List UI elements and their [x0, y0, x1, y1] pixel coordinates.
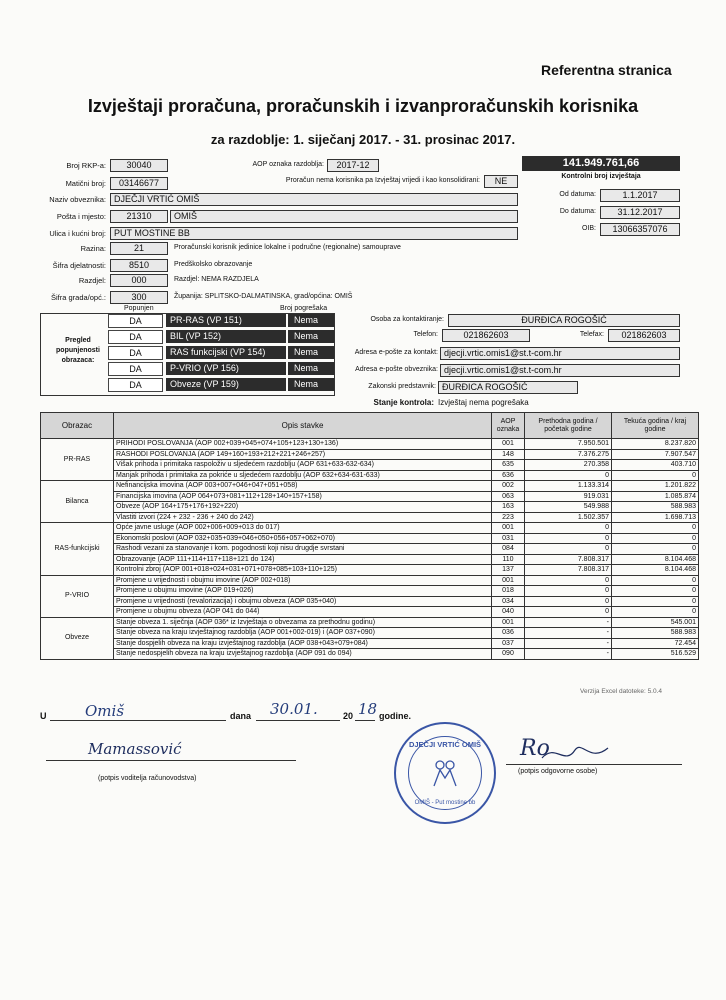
popunjenost-label: Pregled popunjenosti obrazaca: [56, 337, 100, 364]
row-prev: 0 [525, 470, 612, 481]
row-desc: Rashodi vezani za stanovanje i kom. pogodnosti koji nisu drugdje svrstani [114, 544, 492, 555]
obrazac-name: RAS funkcijski (VP 154) [166, 346, 286, 359]
row-desc: Promjene u vrijednosti (revalorizacija) i obujmu obveza (AOP 035+040) [114, 596, 492, 607]
row-desc: Stanje obveza 1. siječnja (AOP 036* iz Izvještaja o obvezama za prethodnu godinu) [114, 617, 492, 628]
row-prev: 0 [525, 586, 612, 597]
row-aop: 018 [492, 586, 525, 597]
row-prev: 0 [525, 544, 612, 555]
razdjel-desc: Razdjel: NEMA RAZDJELA [174, 276, 259, 283]
year-prefix: 20 [343, 711, 354, 721]
row-aop: 002 [492, 481, 525, 492]
sifra-field[interactable]: 8510 [110, 259, 168, 272]
row-cur: 8.104.468 [612, 554, 699, 565]
row-desc: Vlastiti izvori (224 + 232 - 236 + 240 do 242) [114, 512, 492, 523]
popunjen-cell: DA [108, 314, 163, 328]
row-desc: Ekonomski poslovi (AOP 032+035+039+046+050+056+057+062+070) [114, 533, 492, 544]
razina-field[interactable]: 21 [110, 242, 168, 255]
row-aop: 110 [492, 554, 525, 565]
col-aop: AOP oznaka [492, 413, 525, 439]
section-label: PR-RAS [41, 439, 114, 481]
greske-cell: Nema [288, 378, 334, 391]
row-cur: 0 [612, 586, 699, 597]
row-prev: 919.031 [525, 491, 612, 502]
stanje-value: Izvještaj nema pogrešaka [438, 398, 529, 407]
popunjen-cell: DA [108, 378, 163, 392]
stamp-bottom-text: OMIŠ - Put mostine bb [414, 800, 476, 806]
greske-cell: Nema [288, 314, 334, 327]
sifra-desc: Predškolsko obrazovanje [174, 261, 253, 268]
row-prev: - [525, 638, 612, 649]
greske-cell: Nema [288, 330, 334, 343]
col-tekuca: Tekuća godina / kraj godine [612, 413, 699, 439]
obrazac-name: BIL (VP 152) [166, 330, 286, 343]
row-cur: 0 [612, 596, 699, 607]
sifra-label: Šifra djelatnosti: [52, 261, 106, 270]
col-obrazac: Obrazac [41, 413, 114, 439]
kontrolni-broj: 141.949.761,66 [522, 156, 680, 171]
row-prev: 0 [525, 575, 612, 586]
signature-line-director [506, 764, 682, 765]
aop-field[interactable]: 2017-12 [327, 159, 379, 172]
row-prev: 7.808.317 [525, 554, 612, 565]
ulica-field[interactable]: PUT MOSTINE BB [110, 227, 518, 240]
aop-label: AOP oznaka razdoblja: [252, 161, 324, 168]
row-aop: 137 [492, 565, 525, 576]
row-aop: 636 [492, 470, 525, 481]
place-line [50, 704, 226, 721]
row-aop: 084 [492, 544, 525, 555]
row-aop: 037 [492, 638, 525, 649]
date-handwritten: 30.01. [270, 700, 318, 718]
obrazac-name: PR-RAS (VP 151) [166, 314, 286, 327]
report-period: za razdoblje: 1. siječanj 2017. - 31. prosinac 2017. [210, 132, 516, 147]
year-handwritten: 18 [358, 700, 378, 718]
posta-field[interactable]: 21310 [110, 210, 168, 223]
signature-director-caption: (potpis odgovorne osobe) [518, 768, 598, 775]
mb-field[interactable]: 03146677 [110, 177, 168, 190]
row-cur: 0 [612, 544, 699, 555]
row-desc: Stanje dospjelih obveza na kraju izvještajnog razdoblja (AOP 038+043+079+084) [114, 638, 492, 649]
section-label: RAS-funkcijski [41, 523, 114, 576]
naziv-label: Naziv obveznika: [49, 195, 106, 204]
popunjen-cell: DA [108, 362, 163, 376]
row-cur: 8.104.468 [612, 565, 699, 576]
osoba-field[interactable]: ĐURĐICA ROGOŠIĆ [448, 314, 680, 327]
row-cur: 8.237.820 [612, 439, 699, 450]
posta-label: Pošta i mjesto: [56, 212, 106, 221]
place-handwritten: Omiš [85, 702, 125, 720]
row-prev: 0 [525, 596, 612, 607]
row-desc: Nefinancijska imovina (AOP 003+007+046+047+051+058) [114, 481, 492, 492]
row-cur: 516.529 [612, 649, 699, 660]
godine-label: godine. [379, 711, 411, 721]
row-desc: Financijska imovina (AOP 064+073+081+112+128+140+157+158) [114, 491, 492, 502]
email-obveznik-label: Adresa e-pošte obveznika: [355, 366, 438, 373]
row-desc: Kontrolni zbroj (AOP 001+018+024+031+071+078+085+103+110+125) [114, 565, 492, 576]
data-table [40, 412, 699, 660]
row-prev: 1.502.357 [525, 512, 612, 523]
row-prev: 7.808.317 [525, 565, 612, 576]
mb-label: Matični broj: [65, 179, 106, 188]
row-desc: Manjak prihoda i primitaka za pokriće u sljedećem razdoblju (AOP 632+634-631-633) [114, 470, 492, 481]
row-cur: 588.983 [612, 502, 699, 513]
row-aop: 031 [492, 533, 525, 544]
row-prev: 270.358 [525, 460, 612, 471]
stamp [394, 722, 496, 824]
osoba-label: Osoba za kontaktiranje: [370, 316, 444, 323]
razina-label: Razina: [80, 244, 106, 253]
row-cur: 0 [612, 470, 699, 481]
row-prev: - [525, 649, 612, 660]
row-cur: 0 [612, 523, 699, 534]
row-cur: 7.907.547 [612, 449, 699, 460]
rkp-label: Broj RKP-a: [66, 161, 106, 170]
report-title: Izvještaji proračuna, proračunskih i izvanproračunskih korisnika [87, 96, 639, 116]
u-label: U [40, 711, 47, 721]
row-desc: Promjene u obujmu imovine (AOP 019+026) [114, 586, 492, 597]
signature-accountant-caption: (potpis voditelja računovodstva) [98, 775, 197, 782]
stamp-top-text: DJEČJI VRTIĆ OMIŠ [408, 740, 482, 749]
razdjel-field[interactable]: 000 [110, 274, 168, 287]
row-aop: 063 [492, 491, 525, 502]
zakonski-field[interactable]: ĐURĐICA ROGOŠIĆ [438, 381, 578, 394]
greske-cell: Nema [288, 362, 334, 375]
mjesto-field[interactable]: OMIŠ [170, 210, 518, 223]
row-cur: 545.001 [612, 617, 699, 628]
row-cur: 0 [612, 575, 699, 586]
greske-cell: Nema [288, 346, 334, 359]
konsol-field[interactable]: NE [484, 175, 518, 188]
row-desc: RASHODI POSLOVANJA (AOP 149+160+193+212+221+246+257) [114, 449, 492, 460]
grad-field[interactable]: 300 [110, 291, 168, 304]
telefax-label: Telefax: [579, 331, 604, 338]
konsol-label: Proračun nema korisnika pa Izvještaj vrijedi i kao konsolidirani: [285, 177, 480, 184]
oib-label: OIB: [581, 225, 596, 232]
greske-header: Broj pogrešaka [280, 305, 328, 312]
row-aop: 001 [492, 617, 525, 628]
row-desc: Višak prihoda i primitaka raspoloživ u sljedećem razdoblju (AOP 631+633-632-634) [114, 460, 492, 471]
row-desc: Stanje obveza na kraju izvještajnog razdoblja (AOP 001+002-019) i (AOP 037+090) [114, 628, 492, 639]
row-aop: 635 [492, 460, 525, 471]
row-cur: 0 [612, 533, 699, 544]
section-label: P-VRIO [41, 575, 114, 617]
signature-director: Ro [520, 736, 550, 761]
do-label: Do datuma: [559, 208, 596, 215]
row-aop: 148 [492, 449, 525, 460]
row-prev: 0 [525, 523, 612, 534]
stamp-emblem-icon [430, 756, 460, 788]
row-desc: Obrazovanje (AOP 111+114+117+118+121 do 124) [114, 554, 492, 565]
rkp-field[interactable]: 30040 [110, 159, 168, 172]
email-field[interactable]: djecji.vrtic.omis1@st.t-com.hr [440, 347, 680, 360]
row-aop: 034 [492, 596, 525, 607]
row-prev: 549.988 [525, 502, 612, 513]
row-prev: - [525, 617, 612, 628]
obrazac-name: Obveze (VP 159) [166, 378, 286, 391]
row-aop: 036 [492, 628, 525, 639]
zakonski-label: Zakonski predstavnik: [368, 383, 436, 390]
stanje-label: Stanje kontrola: [373, 398, 434, 407]
row-aop: 001 [492, 439, 525, 450]
grad-desc: Županija: SPLITSKO-DALMATINSKA, grad/općina: OMIŠ [174, 293, 353, 300]
razina-desc: Proračunski korisnik jedinice lokalne i područne (regionalne) samouprave [174, 244, 401, 251]
ulica-label: Ulica i kućni broj: [49, 229, 106, 238]
row-cur: 1.201.822 [612, 481, 699, 492]
row-cur: 588.983 [612, 628, 699, 639]
row-cur: 1.698.713 [612, 512, 699, 523]
row-aop: 040 [492, 607, 525, 618]
telefax-field[interactable]: 021862603 [608, 329, 680, 342]
do-field[interactable]: 31.12.2017 [600, 206, 680, 219]
row-prev: - [525, 628, 612, 639]
telefon-label: Telefon: [413, 331, 438, 338]
od-field[interactable]: 1.1.2017 [600, 189, 680, 202]
row-desc: Promjene u vrijednosti i obujmu imovine (AOP 002+018) [114, 575, 492, 586]
dana-label: dana [230, 711, 252, 721]
razdjel-label: Razdjel: [78, 276, 106, 285]
row-desc: PRIHODI POSLOVANJA (AOP 002+039+045+074+105+123+130+136) [114, 439, 492, 450]
email-obveznik-field[interactable]: djecji.vrtic.omis1@st.t-com.hr [440, 364, 680, 377]
oib-field[interactable]: 13066357076 [600, 223, 680, 236]
col-opis: Opis stavke [114, 413, 492, 439]
popunjen-cell: DA [108, 346, 163, 360]
row-cur: 0 [612, 607, 699, 618]
signature-line-accountant [46, 760, 296, 761]
kontrolni-broj-label: Kontrolni broj izvještaja [561, 173, 641, 180]
reference-page-label: Referentna stranica [541, 62, 672, 78]
row-prev: 0 [525, 533, 612, 544]
signature-accountant: Mamassović [88, 740, 182, 758]
row-aop: 090 [492, 649, 525, 660]
email-label: Adresa e-pošte za kontakt: [354, 349, 438, 356]
excel-version: Verzija Excel datoteke: 5.0.4 [580, 688, 663, 695]
row-cur: 72.454 [612, 638, 699, 649]
row-aop: 163 [492, 502, 525, 513]
row-prev: 7.376.275 [525, 449, 612, 460]
col-prethodna: Prethodna godina / početak godine [525, 413, 612, 439]
row-desc: Obveze (AOP 164+175+176+192+220) [114, 502, 492, 513]
row-prev: 7.950.501 [525, 439, 612, 450]
telefon-field[interactable]: 021862603 [442, 329, 530, 342]
row-desc: Opće javne usluge (AOP 002+006+009+013 do 017) [114, 523, 492, 534]
row-aop: 001 [492, 575, 525, 586]
row-prev: 1.133.314 [525, 481, 612, 492]
od-label: Od datuma: [559, 191, 596, 198]
row-cur: 1.085.874 [612, 491, 699, 502]
grad-label: Šifra grada/opć.: [50, 293, 106, 302]
row-aop: 223 [492, 512, 525, 523]
popunjen-header: Popunjen [124, 305, 154, 312]
section-label: Obveze [41, 617, 114, 659]
row-desc: Promjene u obujmu obveza (AOP 041 do 044) [114, 607, 492, 618]
row-prev: 0 [525, 607, 612, 618]
naziv-field[interactable]: DJEČJI VRTIĆ OMIŠ [110, 193, 518, 206]
section-label: Bilanca [41, 481, 114, 523]
obrazac-name: P-VRIO (VP 156) [166, 362, 286, 375]
row-aop: 001 [492, 523, 525, 534]
popunjen-cell: DA [108, 330, 163, 344]
row-cur: 403.710 [612, 460, 699, 471]
row-desc: Stanje nedospjelih obveza na kraju izvještajnog razdoblja (AOP 091 do 094) [114, 649, 492, 660]
